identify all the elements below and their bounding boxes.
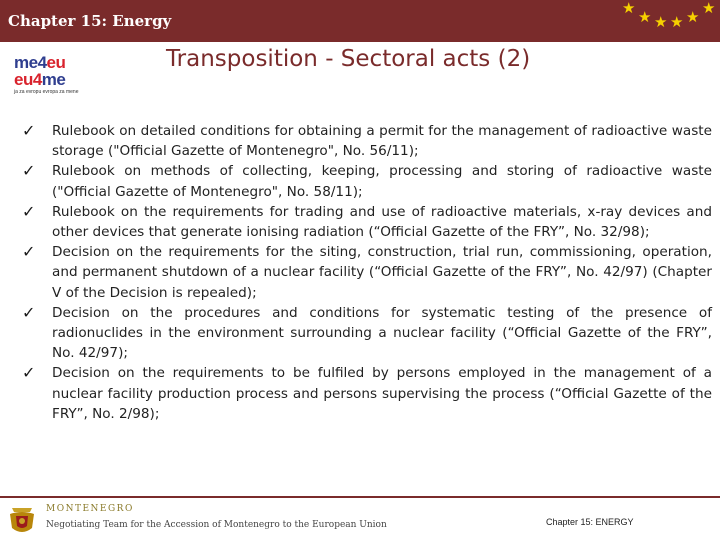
checkmark-icon: ✓ <box>22 161 36 181</box>
footer-chapter: Chapter 15: ENERGY <box>546 517 634 527</box>
checkmark-icon: ✓ <box>22 121 36 140</box>
list-item: ✓ Decision on the requirements to be fulfiled by persons employed in the management of a nuclear facility production process and persons supervising the process (“Official Gazette of the FRY”, No. 2/98); <box>22 363 712 422</box>
checkmark-icon: ✓ <box>22 201 36 221</box>
chapter-title: Chapter 15: Energy <box>8 12 172 30</box>
me4eu-logo: me4eu eu4me ja za evropu evropa za mene <box>14 53 79 95</box>
header-bar <box>0 0 720 42</box>
footer-country: MONTENEGRO <box>46 504 134 514</box>
list-item: ✓ Decision on the requirements for the siting, construction, trial run, commissioning, operation, and permanent shutdown of a nuclear facility (“Official Gazette of the FRY”, No. 42/97) (Chapter V of the Decision is repealed); <box>22 242 712 301</box>
list-item: ✓ Rulebook on methods of collecting, keeping, processing and storing of radioactive waste ("Official Gazette of Montenegro", No. 58/11); <box>22 161 712 200</box>
checkmark-icon: ✓ <box>22 242 36 262</box>
acts-list <box>22 121 712 424</box>
footer-team: Negotiating Team for the Accession of Montenegro to the European Union <box>46 520 387 530</box>
list-item: ✓ Rulebook on the requirements for trading and use of radioactive materials, x-ray devices and other devices that generate ionising radiation (“Official Gazette of the FRY”, No. 32/98); <box>22 201 712 241</box>
list-item: ✓ Rulebook on detailed conditions for obtaining a permit for the management of radioactive waste storage ("Official Gazette of Montenegro", No. 56/11); <box>22 121 712 160</box>
montenegro-coat-of-arms-icon <box>4 502 40 538</box>
checkmark-icon: ✓ <box>22 302 36 322</box>
footer-divider <box>0 496 720 498</box>
eu-stars-icon: ★ ★ ★ ★ ★ ★ <box>622 0 716 31</box>
checkmark-icon: ✓ <box>22 363 36 383</box>
slide-title: Transposition - Sectoral acts (2) <box>166 46 531 72</box>
list-item: ✓ Decision on the procedures and conditions for systematic testing of the presence of radionuclides in the environment surrounding a nuclear facility (“Official Gazette of the FRY”, No. 42/97); <box>22 302 712 362</box>
